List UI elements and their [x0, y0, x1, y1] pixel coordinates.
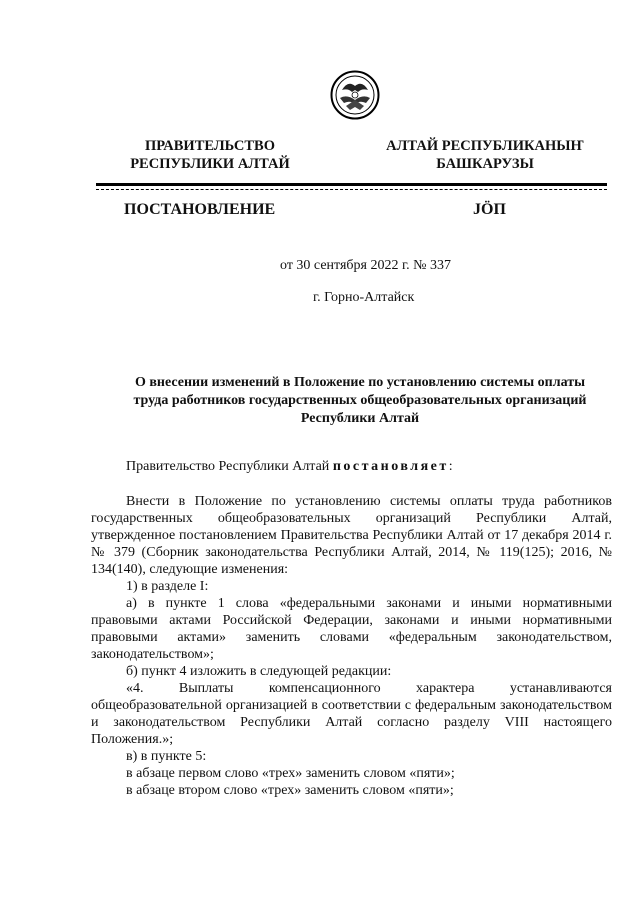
paragraph-4: б) пункт 4 изложить в следующей редакции: [126, 664, 392, 679]
republic-emblem-icon [330, 70, 380, 120]
intro-suffix: : [448, 459, 453, 474]
paragraph-6: в) в пункте 5: [126, 749, 207, 764]
paragraph-5: «4. Выплаты компенсационного характера устанавливаются общеобразовательной организацией в соответствии с федеральным законодательством и законодательством Республики Алтай согласно разделу VIII настоящего Положения.»; [91, 681, 612, 747]
header-left-line2: РЕСПУБЛИКИ АЛТАЙ [130, 156, 290, 172]
document-title [110, 374, 610, 428]
intro-paragraph [91, 458, 612, 475]
paragraph-1: Внести в Положение по установлению системы оплаты труда работников государственных общеобразовательных организаций Республики Алтай, утвержденное постановлением Правительства Республики Алтай от 17 декабря 2014 г. № 379 (Сборник законодательства Республики Алтай, 2014, № 119(125); 2016, № 134(140), следующие изменения: [91, 494, 612, 577]
paragraph-7: в абзаце первом слово «трех» заменить словом «пяти»; [126, 766, 455, 781]
header-divider-thick [96, 183, 607, 186]
paragraph-3: а) в пункте 1 слова «федеральными законами и иными нормативными правовыми актами Российской Федерации, законами и иными нормативными правовыми актами» заменить словами «федеральным законодательством, законодательством»; [91, 596, 612, 662]
intro-emphasis: постановляет [332, 459, 449, 474]
document-date-number: от 30 сентября 2022 г. № 337 [280, 258, 451, 273]
document-type-alt: JÖП [473, 201, 506, 218]
title-line2: труда работников государственных общеобразовательных организаций [133, 393, 587, 408]
header-divider-thin [96, 189, 607, 190]
title-line3: Республики Алтай [300, 411, 420, 426]
document-city: г. Горно-Алтайск [313, 290, 415, 305]
title-line1: О внесении изменений в Положение по установлению системы оплаты [134, 375, 586, 390]
document-type-ru: ПОСТАНОВЛЕНИЕ [124, 201, 276, 218]
header-right-line1: АЛТАЙ РЕСПУБЛИКАНЫҤ [386, 138, 584, 154]
paragraph-2: 1) в разделе I: [126, 579, 209, 594]
document-body [91, 493, 612, 799]
intro-prefix: Правительство Республики Алтай [126, 459, 333, 474]
header-right-line2: БАШКАРУЗЫ [436, 156, 534, 172]
paragraph-8: в абзаце втором слово «трех» заменить словом «пяти»; [126, 783, 454, 798]
government-name-alt [375, 137, 595, 173]
government-name-ru [105, 137, 315, 173]
header-left-line1: ПРАВИТЕЛЬСТВО [145, 138, 275, 154]
